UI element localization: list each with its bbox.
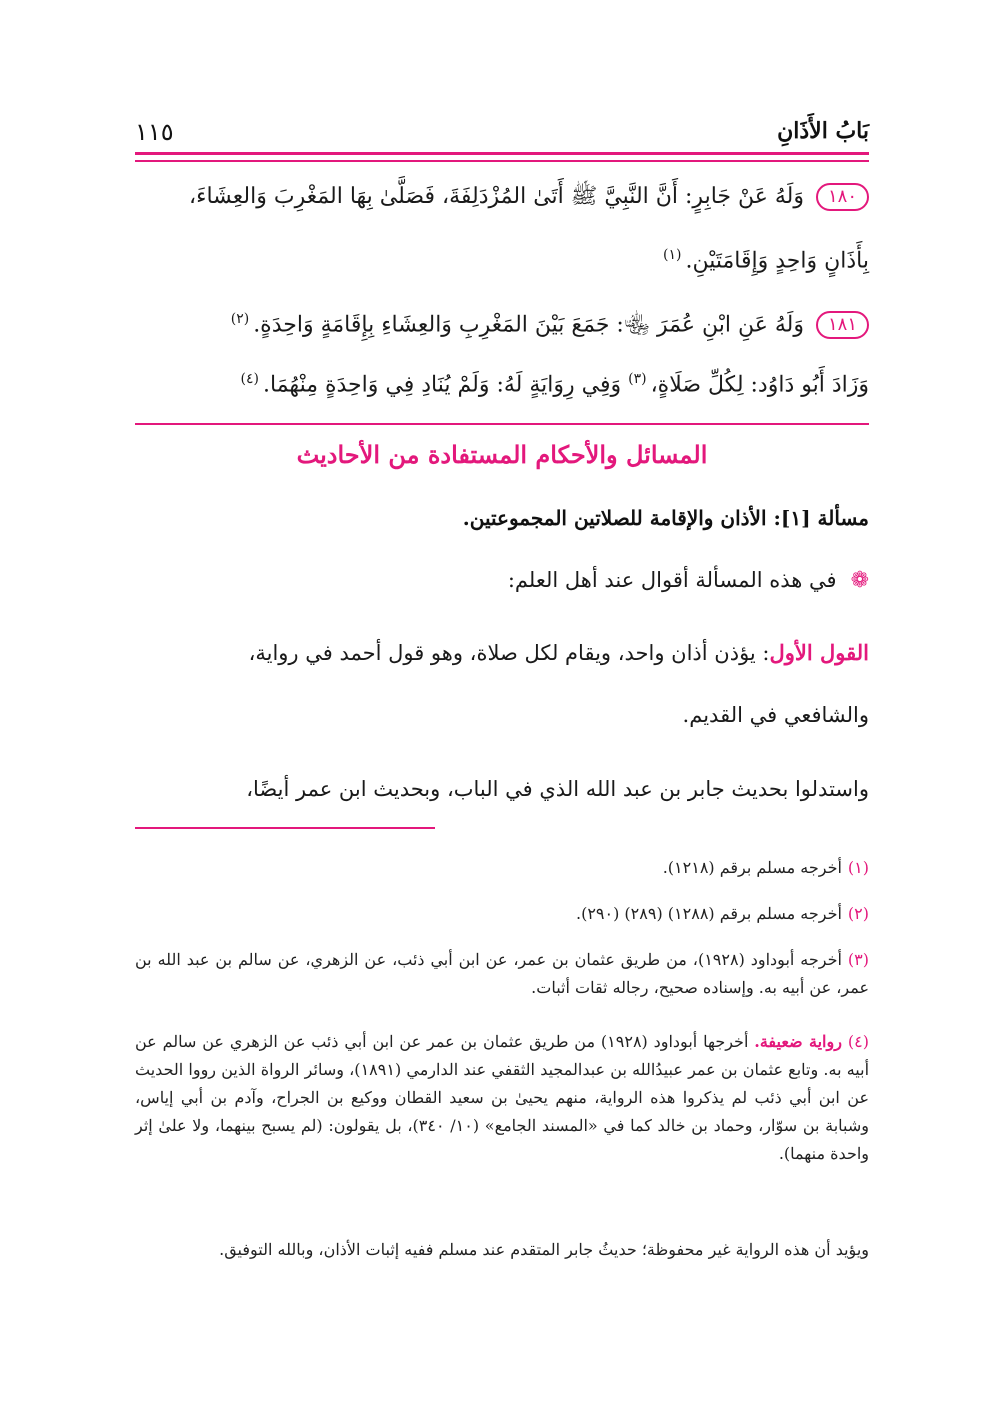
first-opinion-line1: [135, 636, 869, 670]
header-rule-thin: [135, 160, 869, 162]
footnote-ref[interactable]: (٤): [240, 371, 260, 387]
intro-line: [508, 568, 869, 593]
section-title: المسائل والأحكام المستفادة من الأحاديث: [296, 440, 708, 469]
issue-heading: [463, 506, 869, 530]
footnote-continuation: ويؤيد أن هذه الرواية غير محفوظة؛ حديثُ جابر المتقدم عند مسلم ففيه إثبات الأذان، وبالله التوفيق.: [219, 1240, 869, 1259]
intro-text: في هذه المسألة أقوال عند أهل العلم:: [507, 568, 837, 592]
issue-title: الأذان والإقامة للصلاتين المجموعتين.: [462, 506, 767, 530]
hadith-text: وَفِي رِوَايَةٍ لَهُ: وَلَمْ يُنَادِ فِي وَاحِدَةٍ مِنْهُمَا.: [263, 372, 622, 398]
hadith-text: وَلَهُ عَنِ ابْنِ عُمَرَ ﵄: جَمَعَ بَيْنَ المَغْرِبِ وَالعِشَاءِ بِإِقَامَةٍ وَاحِدَةٍ.: [253, 312, 804, 338]
opinion-label: القول الأول: [769, 640, 869, 665]
opinion-text: : يؤذن أذان واحد، ويقام لكل صلاة، وهو قول أحمد في رواية،: [248, 641, 770, 665]
footnote-text: أخرجه مسلم برقم (١٢٨٨) (٢٨٩) (٢٩٠).: [575, 904, 842, 923]
page-number: ١١٥: [135, 118, 174, 146]
footnote-ref[interactable]: (٣): [628, 371, 647, 387]
header-rule: [135, 152, 869, 155]
hadith-181-line1: [135, 304, 869, 340]
footnote-3: [135, 946, 869, 1002]
hadith-text: وَزَادَ أَبُو دَاوُد: لِكُلِّ صَلَاةٍ،: [650, 372, 869, 398]
footnote-text: أخرجها أبوداود (١٩٢٨) من طريق عثمان بن عمر عن ابن أبي ذئب عن الزهري عن سالم عن أبيه به. وتابع عثمان بن عمر عبيدُالله بن عبدالمجيد الثقفي عند الدارمي (١٨٩١)، وسائر الرواة الذين رووا الحديث عن ابن أبي ذئب لم يذكروا هذه الرواية، منهم يحيىٰ بن سعيد القطان ووكيع بن الجراح، وآدم بن أبي إياس، وشبابة بن سوّار، وحماد بن خالد كما في «المسند الجامع» (١٠/ ٣٤٠)، بل يقولون: (لم يسبح بينهما، ولا علىٰ إثر واحدة منهما).: [135, 1032, 870, 1163]
hadith-number-badge: ١٨٠: [816, 183, 869, 211]
footnote-4: [135, 1028, 869, 1168]
flower-icon: ❁: [850, 568, 869, 593]
footnote-emphasis: رواية ضعيفة.: [754, 1032, 842, 1051]
footnote-ref[interactable]: (٢): [230, 311, 250, 327]
footnote-number: (٤): [847, 1032, 870, 1051]
chapter-title: بَابُ الأَذَانِ: [777, 118, 869, 144]
hadith-181-line2: [135, 364, 869, 400]
footnote-separator: [135, 827, 435, 829]
issue-label: مسألة [١]:: [773, 506, 869, 530]
hadith-text: وَلَهُ عَنْ جَابِرٍ: أَنَّ النَّبِيَّ ﷺ أَتَىٰ المُزْدَلِفَةَ، فَصَلَّىٰ بِهَا المَغْرِبَ وَالعِشَاءَ،: [189, 184, 804, 209]
hadith-180-line1: [135, 182, 869, 212]
footnote-1: [135, 854, 869, 882]
hadith-180-line2: [135, 240, 869, 276]
evidence-paragraph: واستدلوا بحديث جابر بن عبد الله الذي في الباب، وبحديث ابن عمر أيضًا،: [246, 777, 869, 801]
footnote-text: أخرجه أبوداود (١٩٢٨)، من طريق عثمان بن عمر، عن ابن أبي ذئب، عن الزهري، عن سالم بن عبد الله بن عمر، عن أبيه به. وإسناده صحيح، رجاله ثقات أثبات.: [135, 950, 869, 997]
footnote-2: [135, 900, 869, 928]
first-opinion-line2: والشافعي في القديم.: [682, 703, 869, 727]
hadith-number-badge: ١٨١: [816, 311, 869, 339]
footnote-number: (١): [847, 858, 869, 877]
section-rule: [135, 423, 869, 425]
footnote-text: أخرجه مسلم برقم (١٢١٨).: [662, 858, 842, 877]
footnote-number: (٢): [847, 904, 869, 923]
footnote-number: (٣): [847, 950, 870, 969]
footnote-ref[interactable]: (١): [663, 247, 682, 263]
hadith-text: بِأَذَانٍ وَاحِدٍ وَإِقَامَتَيْنِ.: [685, 248, 869, 274]
